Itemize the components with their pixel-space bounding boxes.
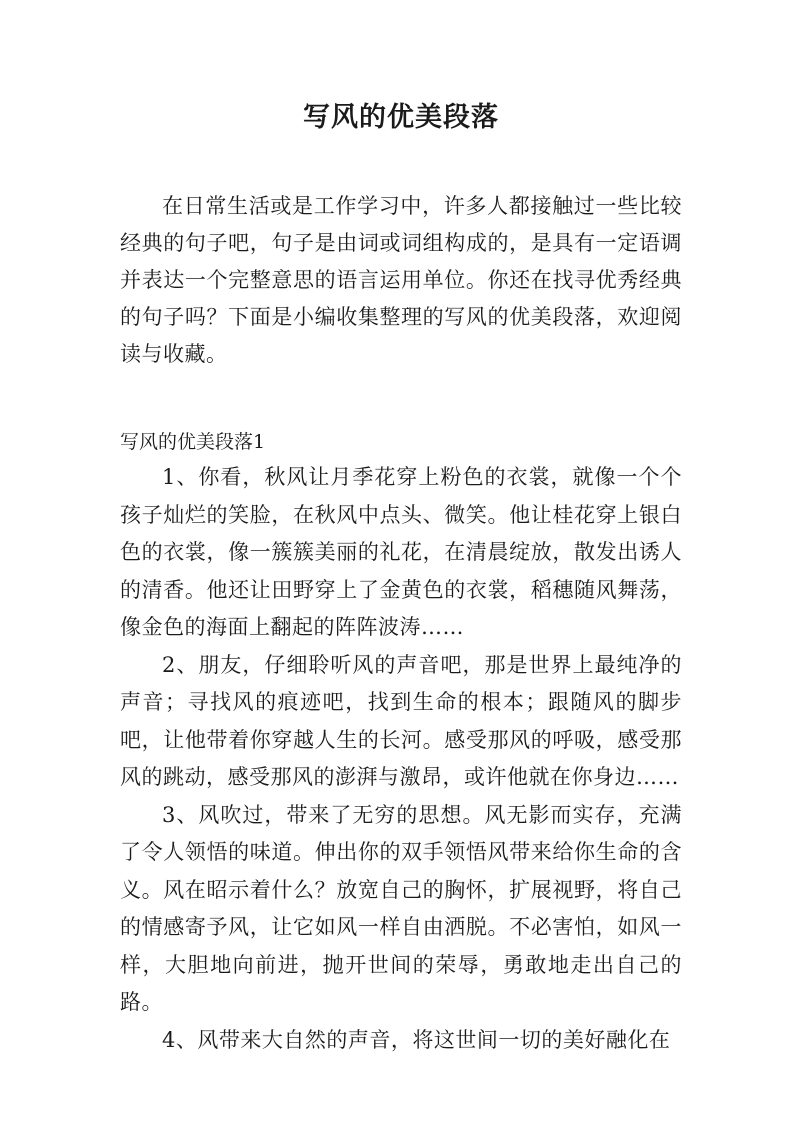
paragraph-2: 2、朋友，仔细聆听风的声音吧，那是世界上最纯净的声音；寻找风的痕迹吧，找到生命的根本；跟随风的脚步吧，让他带着你穿越人生的长河。感受那风的呼吸，感受那风的跳动，感受那风的澎湃与激昂，或许他就在你身边……	[120, 652, 682, 789]
intro-paragraph: 在日常生活或是工作学习中，许多人都接触过一些比较经典的句子吧，句子是由词或词组构成的，是具有一定语调并表达一个完整意思的语言运用单位。你还在找寻优秀经典的句子吗？下面是小编收集整理的写风的优美段落，欢迎阅读与收藏。	[120, 194, 682, 366]
paragraph-1: 1、你看，秋风让月季花穿上粉色的衣裳，就像一个个孩子灿烂的笑脸，在秋风中点头、微笑。他让桂花穿上银白色的衣裳，像一簇簇美丽的礼花，在清晨绽放，散发出诱人的清香。他还让田野穿上了金黄色的衣裳，稻穗随风舞荡，像金色的海面上翻起的阵阵波涛……	[120, 465, 682, 639]
paragraph-3: 3、风吹过，带来了无穷的思想。风无影而实存，充满了令人领悟的味道。伸出你的双手领悟风带来给你生命的含义。风在昭示着什么？放宽自己的胸怀，扩展视野，将自己的情感寄予风，让它如风一样自由洒脱。不必害怕，如风一样，大胆地向前进，抛开世间的荣辱，勇敢地走出自己的路。	[120, 802, 682, 1014]
page-title: 写风的优美段落	[303, 102, 499, 133]
section-heading: 写风的优美段落1	[120, 431, 266, 453]
paragraph-4: 4、风带来大自然的声音，将这世间一切的美好融化在	[162, 1027, 671, 1052]
